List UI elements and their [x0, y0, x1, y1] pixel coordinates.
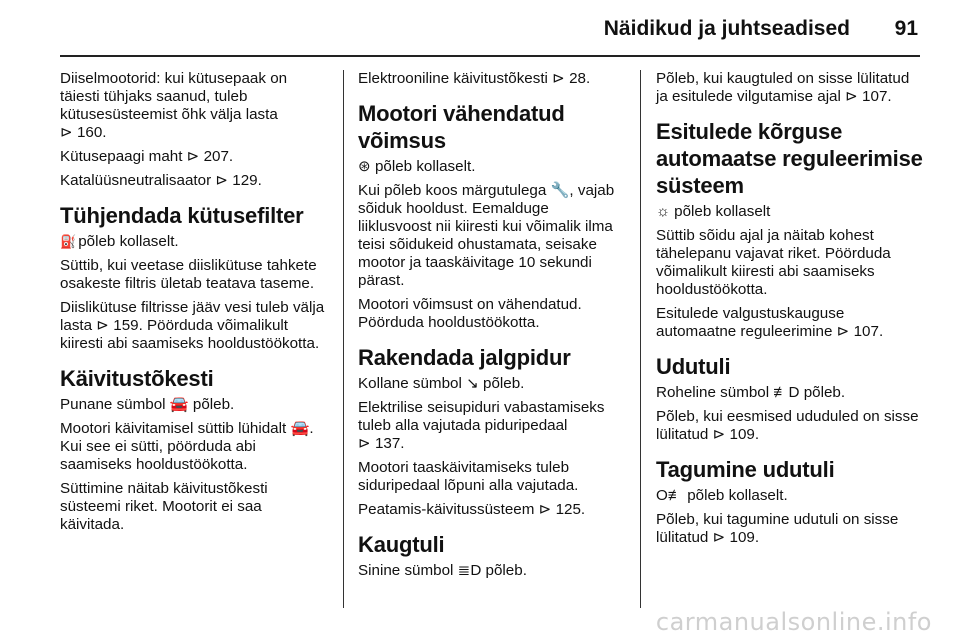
- column-divider: [640, 70, 641, 608]
- paragraph: Põleb, kui eesmised ududuled on sisse lülitatud ⊳ 109.: [656, 408, 919, 443]
- section-heading: Tühjendada kütusefilter: [60, 203, 304, 228]
- paragraph: Kütusepaagi maht ⊳ 207.: [60, 148, 234, 165]
- section-heading: Udutuli: [656, 354, 731, 379]
- paragraph: Esitulede valgustuskauguse automaatne reguleerimine ⊳ 107.: [656, 305, 884, 340]
- section-heading: Esitulede kõrguse automaatse reguleerimise süsteem: [656, 119, 923, 198]
- paragraph: O≢ põleb kollaselt.: [656, 487, 788, 504]
- header-divider: [60, 55, 920, 57]
- section-heading: Rakendada jalgpidur: [358, 345, 571, 370]
- paragraph: Diislikütuse filtrisse jääv vesi tuleb välja lasta ⊳ 159. Pöörduda võimalikult kiiresti abi saamiseks hooldustöökotta.: [60, 299, 325, 352]
- paragraph: Kui põleb koos märgutulega 🔧, vajab sõiduk hooldust. Eemalduge liiklusvoost nii kiiresti kui võimalik ilma teisi sõidukeid ohustamata, seisake mootor ja taaskäivitage 10 sekundi pärast.: [358, 182, 615, 289]
- paragraph: Süttib sõidu ajal ja näitab kohest tähelepanu vajavat riket. Pöörduda võimalikult kiiresti abi saamiseks hooldustöökotta.: [656, 227, 891, 298]
- paragraph: Elektrooniline käivitustõkesti ⊳ 28.: [358, 70, 591, 87]
- paragraph: Süttimine näitab käivitustõkesti süsteemi riket. Mootorit ei saa käivitada.: [60, 480, 268, 533]
- paragraph: Kollane sümbol ↘ põleb.: [358, 375, 525, 392]
- paragraph: Diiselmootorid: kui kütusepaak on täiesti tühjaks saanud, tuleb kütusesüsteemist õhk välja lasta ⊳ 160.: [60, 70, 288, 141]
- section-heading: Tagumine udutuli: [656, 457, 835, 482]
- paragraph: Sinine sümbol ≣D põleb.: [358, 562, 527, 579]
- page-number: 91: [894, 17, 918, 40]
- column-left: [60, 70, 330, 612]
- paragraph: Roheline sümbol ≢D põleb.: [656, 384, 846, 401]
- paragraph: Mootori käivitamisel süttib lühidalt 🚘. Kui see ei sütti, pöörduda abi saamiseks hooldustöökotta.: [60, 420, 314, 473]
- paragraph: Mootori võimsust on vähendatud. Pöörduda hooldustöökotta.: [358, 296, 582, 331]
- section-heading: Mootori vähendatud võimsus: [358, 101, 565, 153]
- paragraph: Põleb, kui tagumine udutuli on sisse lülitatud ⊳ 109.: [656, 511, 899, 546]
- paragraph: Süttib, kui veetase diislikütuse tahkete osakeste filtris ületab teatava taseme.: [60, 257, 317, 292]
- paragraph: Katalüüsneutralisaator ⊳ 129.: [60, 172, 262, 189]
- paragraph: Mootori taaskäivitamiseks tuleb siduripedaal lõpuni alla vajutada.: [358, 459, 579, 494]
- fuel-filter-icon: ⛽: [60, 234, 77, 249]
- paragraph: ⛽ põleb kollaselt.: [60, 233, 179, 250]
- section-heading: Käivitustõkesti: [60, 366, 214, 391]
- watermark: carmanualsonline.info: [655, 608, 932, 636]
- page-header: [0, 0, 960, 48]
- paragraph: ⊛ põleb kollaselt.: [358, 158, 476, 175]
- column-middle: [358, 70, 626, 612]
- column-right: [656, 70, 924, 612]
- column-divider: [343, 70, 344, 608]
- paragraph: Põleb, kui kaugtuled on sisse lülitatud ja esitulede vilgutamise ajal ⊳ 107.: [656, 70, 910, 105]
- page-title: Näidikud ja juhtseadised: [603, 17, 850, 40]
- paragraph: Elektrilise seisupiduri vabastamiseks tuleb alla vajutada piduripedaal ⊳ 137.: [358, 399, 605, 452]
- paragraph: ☼ põleb kollaselt: [656, 203, 771, 220]
- section-heading: Kaugtuli: [358, 532, 445, 557]
- paragraph: Punane sümbol 🚘 põleb.: [60, 396, 235, 413]
- paragraph: Peatamis-käivitussüsteem ⊳ 125.: [358, 501, 586, 518]
